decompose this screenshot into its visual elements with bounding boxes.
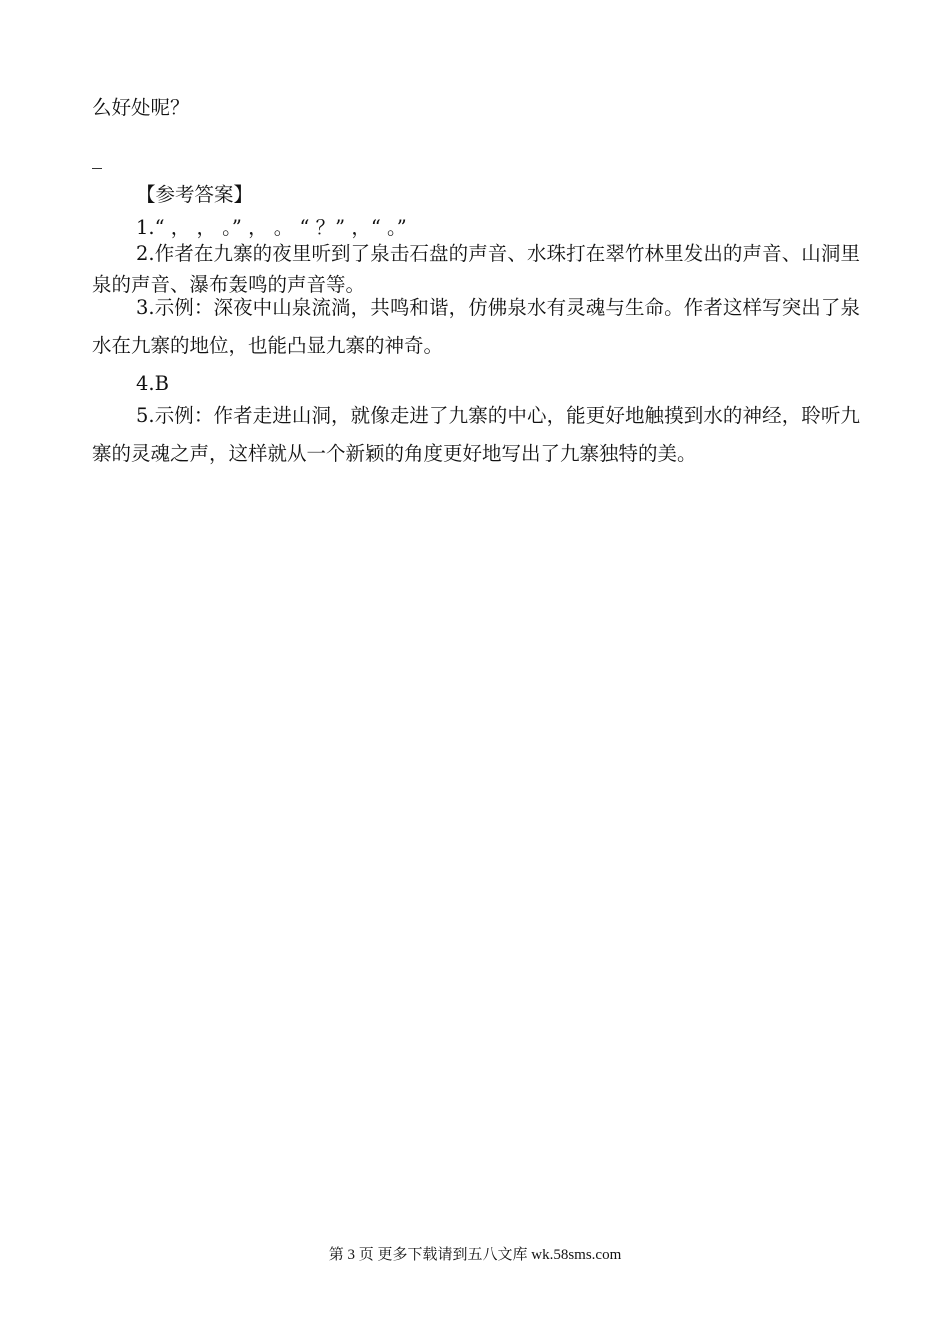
answer-heading: 【参考答案】 bbox=[136, 183, 254, 206]
answer-1: 1.“ ， ， 。” ， 。 “ ？” ，“ 。” bbox=[136, 216, 407, 239]
page-footer: 第 3 页 更多下载请到五八文库 wk.58sms.com bbox=[328, 1247, 622, 1263]
answer-blank-line bbox=[92, 168, 102, 169]
answer-2: 2.作者在九寨的夜里听到了泉击石盘的声音、水珠打在翠竹林里发出的声音、山洞里泉的声音、瀑布轰鸣的声音等。 bbox=[92, 242, 860, 296]
answer-3: 3.示例：深夜中山泉流淌，共鸣和谐，仿佛泉水有灵魂与生命。作者这样写突出了泉水在九寨的地位，也能凸显九寨的神奇。 bbox=[92, 296, 860, 357]
question-continuation: 么好处呢？ bbox=[92, 96, 190, 119]
answer-5: 5.示例：作者走进山洞，就像走进了九寨的中心，能更好地触摸到水的神经，聆听九寨的灵魂之声，这样就从一个新颖的角度更好地写出了九寨独特的美。 bbox=[92, 404, 860, 465]
answer-4: 4.B bbox=[136, 372, 169, 395]
